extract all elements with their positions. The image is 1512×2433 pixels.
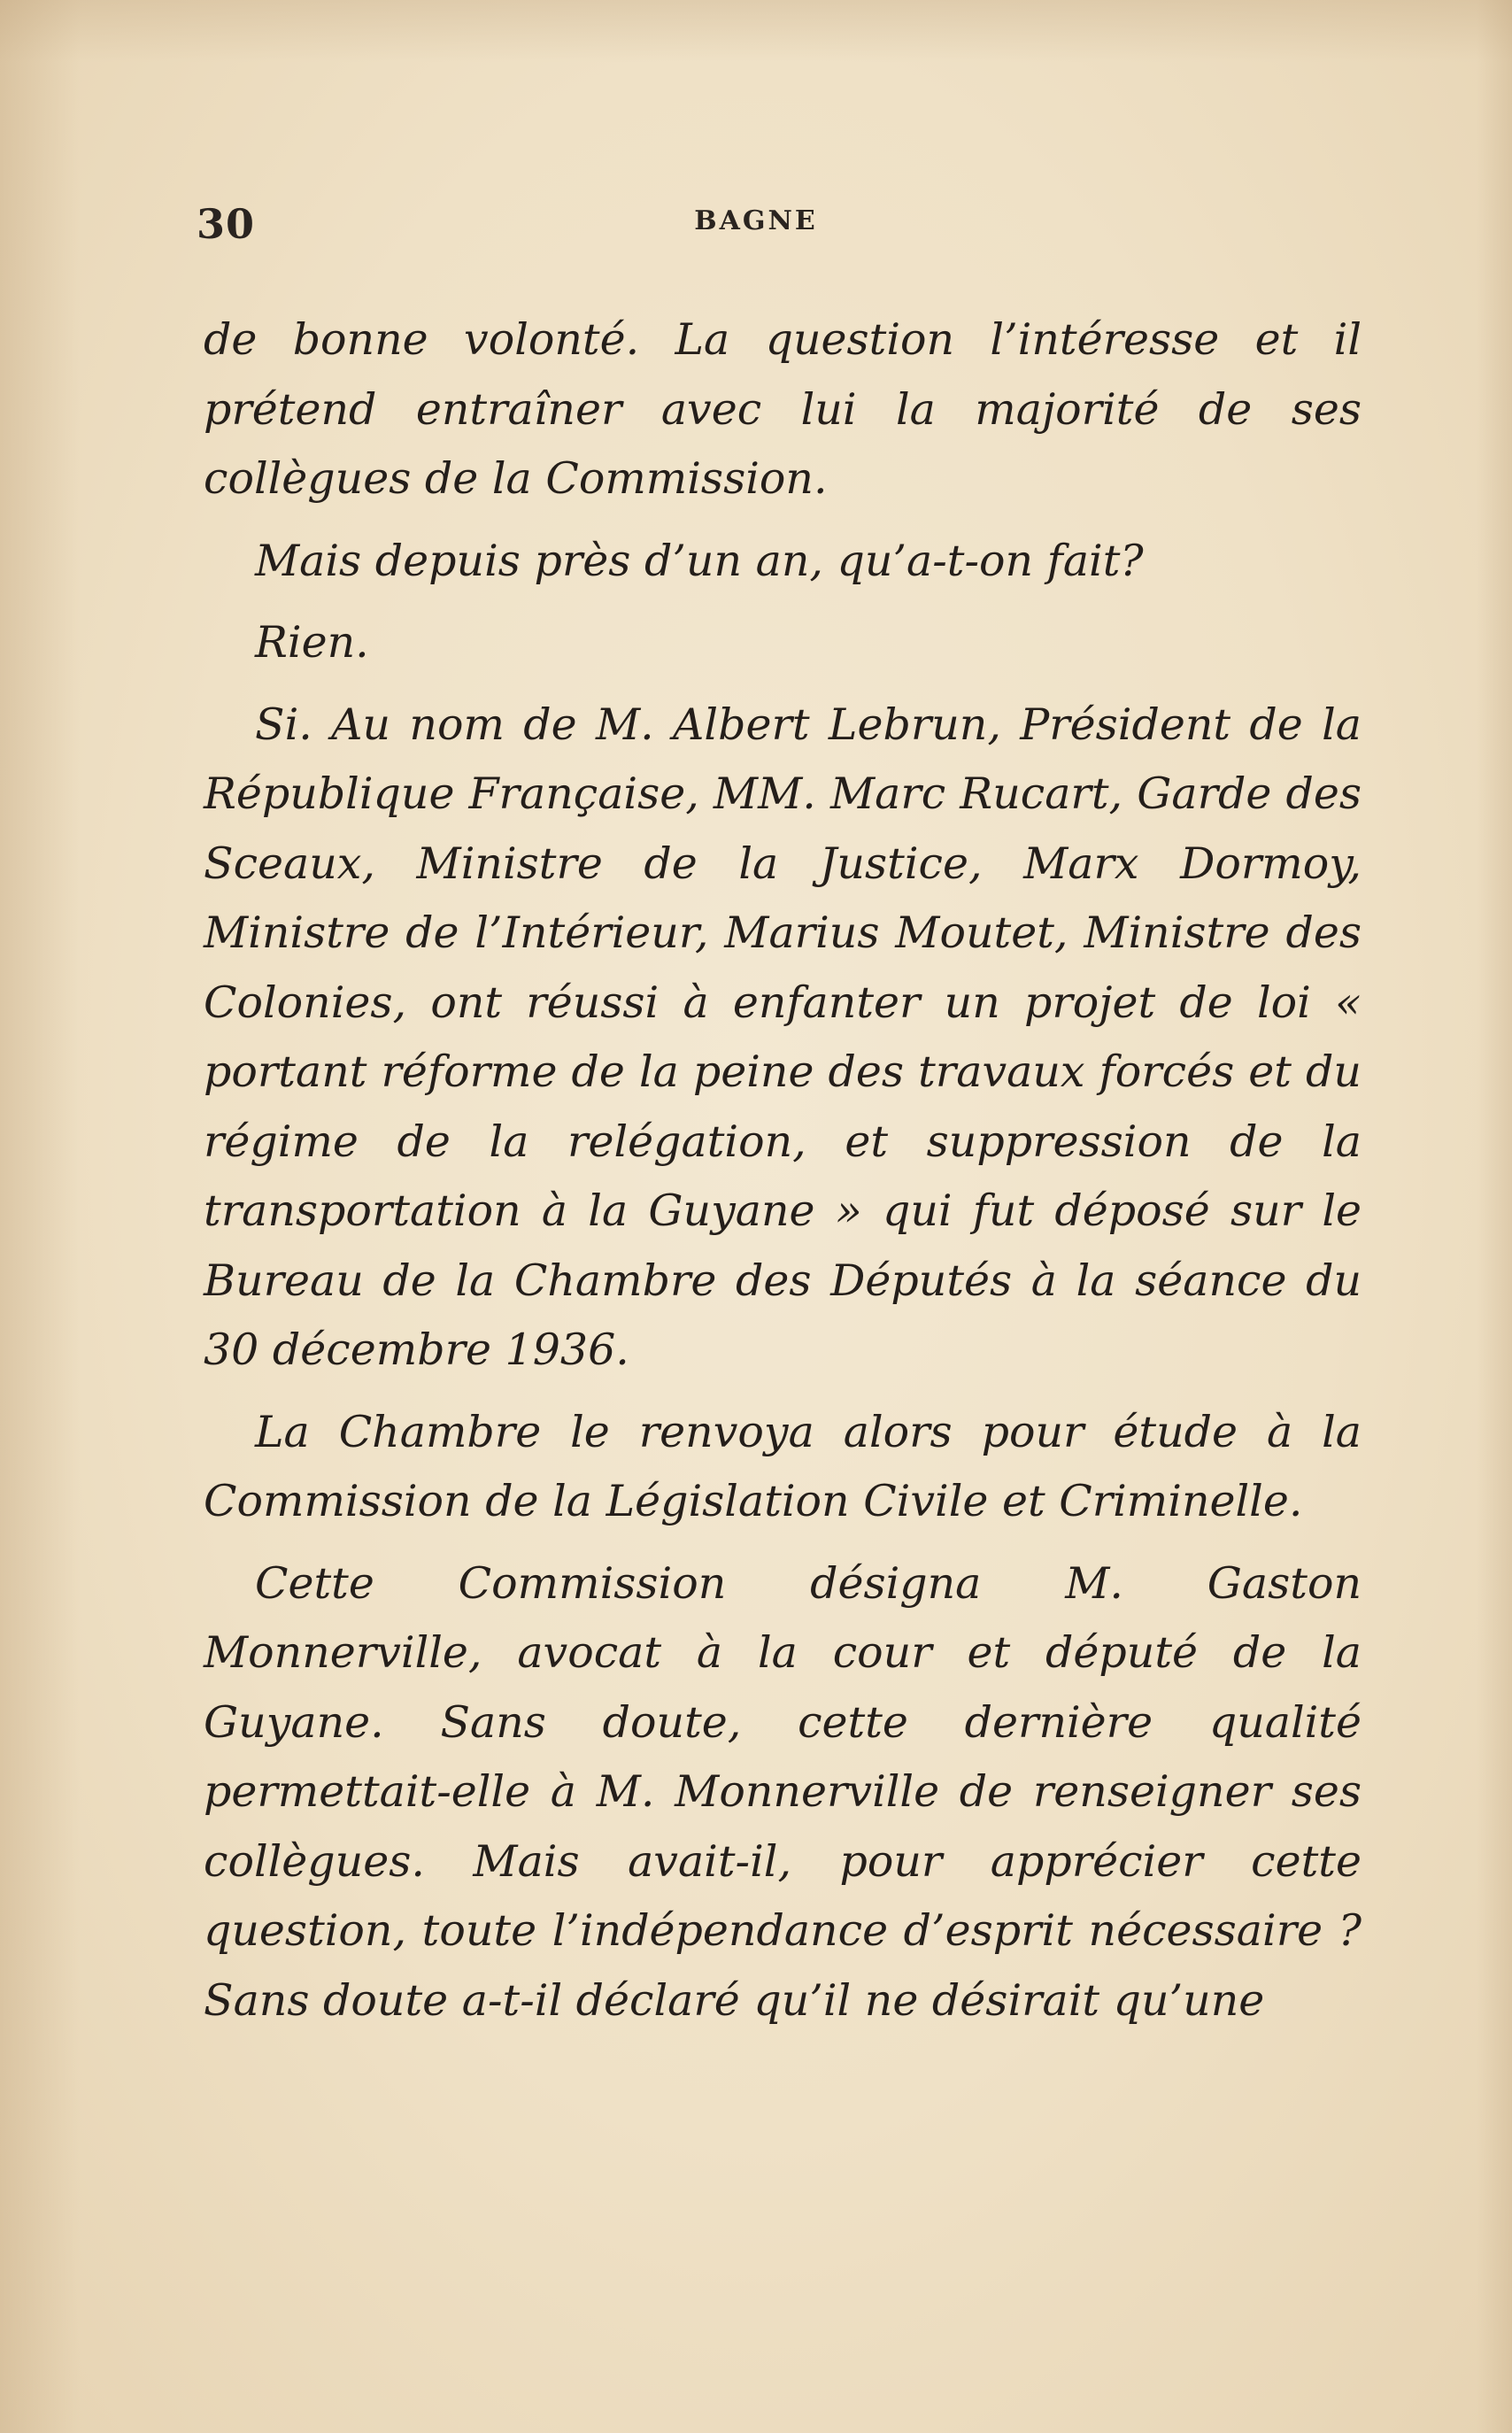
paragraph: Si. Au nom de M. Albert Lebrun, Président de la République Française, MM. Marc Rucart, Garde des Sceaux, Ministre de la Justice, Marx Dormoy, Ministre de l’Intérieur, Marius Moutet, Ministre des Colonies, ont réussi à enfanter un projet de loi « portant réforme de la peine des travaux forcés et du régime de la relégation, et suppression de la transportation à la Guyane » qui fut déposé sur le Bureau de la Chambre des Députés à la séance du 30 décembre 1936. [204, 699, 1362, 1375]
page-top-shadow [0, 0, 1512, 62]
paragraph: La Chambre le renvoya alors pour étude à la Commission de la Législation Civile et Criminelle. [204, 1406, 1362, 1526]
paragraph-continuation: de bonne volonté. La question l’intéresse et il prétend entraîner avec lui la majorité de ses collègues de la Commission. [204, 314, 1362, 504]
paragraph: Mais depuis près d’un an, qu’a-t-on fait? [255, 535, 1144, 586]
paragraph: Cette Commission désigna M. Gaston Monnerville, avocat à la cour et député de la Guyane. Sans doute, cette dernière qualité permettait-elle à M. Monnerville de renseigner ses collègues. Mais avait-il, pour apprécier cette question, toute l’indépendance d’esprit nécessaire ? Sans doute a-t-il déclaré qu’il ne désirait qu’une [204, 1557, 1362, 2026]
paragraph: Rien. [255, 617, 369, 668]
page-right-shadow [1477, 0, 1512, 2433]
page-edge-shadow [0, 0, 80, 2433]
page-number: 30 [197, 200, 256, 248]
running-title: BAGNE [694, 205, 818, 236]
page-body [204, 305, 1362, 2035]
